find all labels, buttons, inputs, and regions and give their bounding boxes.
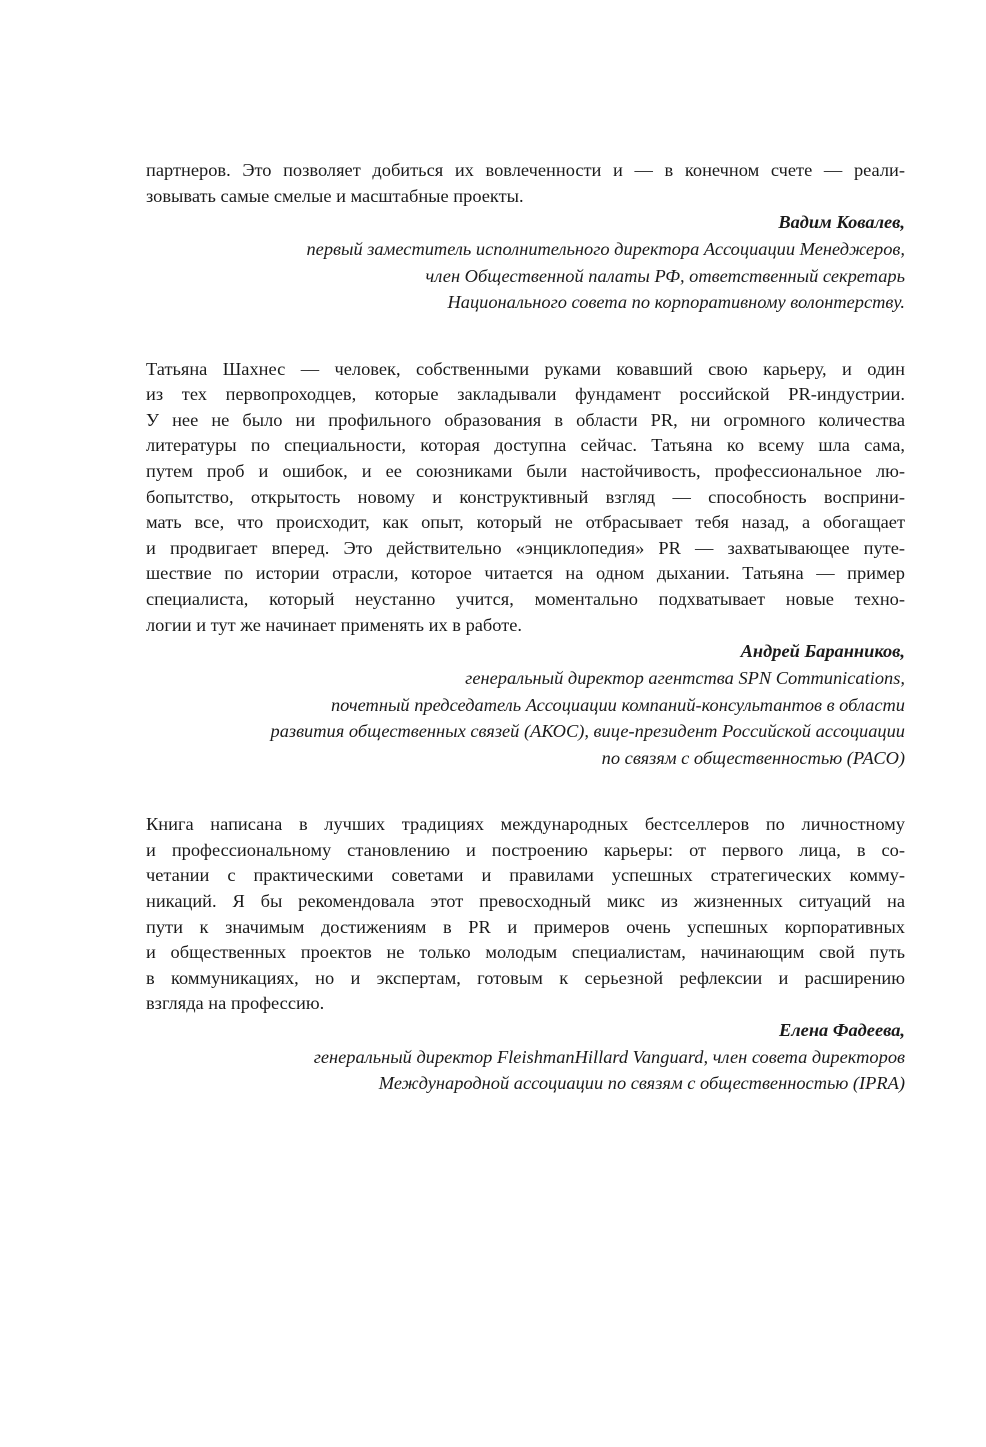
paragraph-line: бопытство, открытость новому и конструктивный взгляд — способность восприни- (146, 486, 905, 507)
signature-name: Вадим Ковалев, (778, 212, 905, 233)
paragraph-line: и профессиональному становлению и построению карьеры: от первого лица, в со- (146, 839, 905, 860)
paragraph-line: У нее не было ни профильного образования в области PR, ни огромного количества (146, 409, 905, 430)
signature-title-line: генеральный директор FleishmanHillard Vanguard, член совета директоров (313, 1046, 905, 1067)
paragraph-line: логии и тут же начинает применять их в работе. (146, 614, 523, 635)
signature-title-line: по связям с общественностью (РАСО) (601, 747, 905, 768)
paragraph-line: партнеров. Это позволяет добиться их вовлеченности и — в конечном счете — реали- (146, 160, 905, 180)
signature-title-line: Национального совета по корпоративному волонтерству. (447, 292, 905, 313)
testimonial-paragraph (146, 158, 905, 209)
paragraph-line: путем проб и ошибок, и ее союзниками были настойчивость, профессиональное лю- (146, 461, 905, 482)
paragraph-line: четании с практическими советами и правилами успешных стратегических комму- (146, 865, 905, 886)
paragraph-line: в коммуникациях, но и экспертам, готовым к серьезной рефлексии и расширению (146, 967, 905, 988)
paragraph-line: Татьяна Шахнес — человек, собственными руками ковавший свою карьеру, и один (146, 358, 905, 379)
paragraph-line: никаций. Я бы рекомендовала этот превосходный микс из жизненных ситуаций на (146, 891, 905, 911)
paragraph-line: из тех первопроходцев, которые закладывали фундамент российской PR-индустрии. (146, 384, 905, 405)
paragraph-line: и продвигает вперед. Это действительно «энциклопедия» PR — захватывающее путе- (146, 537, 905, 558)
paragraph-line: пути к значимым достижениям в PR и примеров очень успешных корпоративных (146, 916, 905, 937)
paragraph-line: шествие по истории отрасли, которое читается на одном дыхании. Татьяна — пример (146, 563, 905, 584)
signature-title-line: первый заместитель исполнительного директора Ассоциации Менеджеров, (306, 239, 905, 260)
text-column (146, 158, 905, 1097)
paragraph-line: Книга написана в лучших традициях международных бестселлеров по личностному (146, 814, 905, 835)
signature-title-line: почетный председатель Ассоциации компаний-консультантов в области (330, 694, 905, 715)
signature-title-line: развития общественных связей (АКОС), вице-президент Российской ассоциации (270, 721, 905, 742)
signature-name: Андрей Баранников, (740, 641, 905, 662)
signature-title-line: член Общественной палаты РФ, ответственный секретарь (425, 265, 905, 286)
paragraph-line: специалиста, который неустанно учится, моментально подхватывает новые техно- (146, 589, 905, 610)
testimonial-paragraph (146, 812, 905, 1017)
signature (146, 1017, 905, 1097)
signature (146, 209, 905, 316)
paragraph-line: литературы по специальности, которая доступна сейчас. Татьяна ко всему шла сама, (146, 435, 905, 456)
signature (146, 638, 905, 771)
testimonial-block (146, 158, 905, 316)
paragraph-line: и общественных проектов не только молодым специалистам, начинающим свой путь (146, 942, 905, 963)
paragraph-line: зовывать самые смелые и масштабные проекты. (146, 185, 524, 206)
testimonial-paragraph (146, 357, 905, 639)
paragraph-line: мать все, что происходит, как опыт, который не отбрасывает тебя назад, а обогащает (146, 512, 905, 533)
testimonial-block (146, 357, 905, 772)
signature-title-line: Международной ассоциации по связям с общественностью (IPRA) (378, 1073, 905, 1094)
paragraph-line: взгляда на профессию. (146, 993, 325, 1014)
testimonial-block (146, 812, 905, 1097)
signature-name: Елена Фадеева, (778, 1019, 905, 1040)
signature-title-line: генеральный директор агентства SPN Communications, (465, 668, 905, 689)
